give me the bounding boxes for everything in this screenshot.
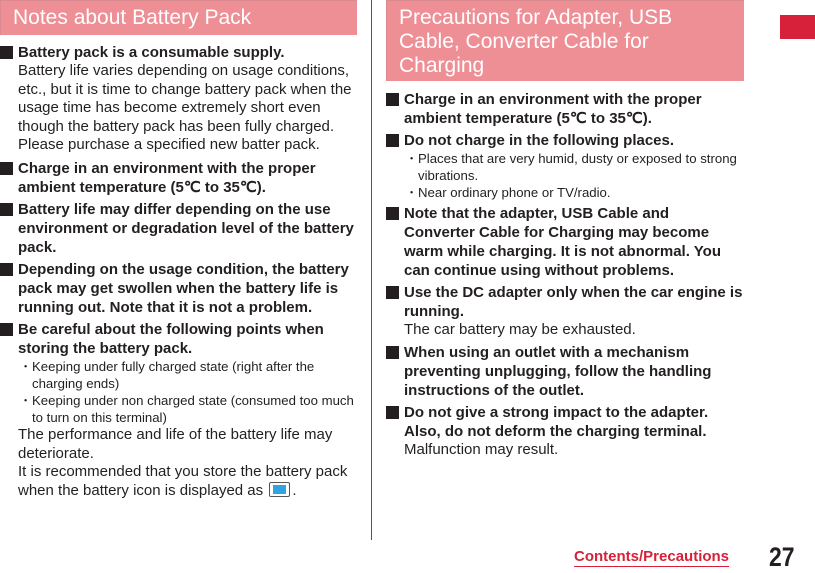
battery-full-icon — [269, 482, 290, 497]
column-divider — [371, 0, 372, 540]
square-bullet-icon — [386, 93, 399, 106]
square-bullet-icon — [386, 134, 399, 147]
item-heading: Use the DC adapter only when the car engine is running. — [404, 284, 743, 320]
section-title-adapter: Precautions for Adapter, USB Cable, Converter Cable for Charging — [386, 0, 744, 81]
item-heading: When using an outlet with a mechanism preventing unplugging, follow the handling instructions of the outlet. — [404, 343, 712, 399]
list-item — [0, 320, 357, 500]
chapter-tab-marker — [780, 15, 815, 39]
item-heading: Be careful about the following points when storing the battery pack. — [18, 320, 324, 357]
bullet-item: ・ Places that are very humid, dusty or exposed to strong vibrations. — [405, 151, 737, 183]
right-column — [386, 0, 744, 462]
bullet-list — [18, 358, 357, 426]
page-number: 27 — [769, 542, 795, 572]
list-item — [0, 159, 357, 197]
bullet-item: ・ Keeping under non charged state (consumed too much to turn on this terminal) — [19, 392, 354, 425]
list-item — [386, 403, 744, 460]
square-bullet-icon — [0, 162, 13, 175]
item-heading: Do not give a strong impact to the adapter. Also, do not deform the charging terminal. — [404, 403, 709, 440]
list-item — [386, 131, 744, 201]
list-item — [0, 43, 357, 155]
item-text: Battery life varies depending on usage conditions, etc., but it is time to change battery pack when the usage time has become extremely short even though the battery pack has been fully charged. Please purchase a specified new batter pack. — [18, 62, 352, 154]
item-text: The performance and life of the battery life may deteriorate. — [18, 425, 333, 462]
square-bullet-icon — [386, 346, 399, 359]
square-bullet-icon — [0, 203, 13, 216]
square-bullet-icon — [0, 263, 13, 276]
item-heading: Battery life may differ depending on the use environment or degradation level of the battery pack. — [18, 200, 354, 256]
square-bullet-icon — [0, 323, 13, 336]
square-bullet-icon — [386, 286, 399, 299]
section-title-battery: Notes about Battery Pack — [0, 0, 357, 35]
list-item — [386, 90, 744, 128]
item-text-battery-note: It is recommended that you store the battery pack when the battery icon is displayed as . — [18, 463, 348, 499]
item-heading: Charge in an environment with the proper ambient temperature (5℃ to 35℃). — [404, 91, 702, 127]
bullet-list — [404, 150, 744, 201]
item-heading: Note that the adapter, USB Cable and Converter Cable for Charging may become warm while charging. It is not abnormal. You can continue using without problems. — [404, 205, 721, 279]
list-item — [0, 200, 357, 257]
square-bullet-icon — [0, 46, 13, 59]
bullet-item: ・ Keeping under fully charged state (right after the charging ends) — [19, 358, 315, 391]
item-heading: Charge in an environment with the proper ambient temperature (5℃ to 35℃). — [18, 159, 316, 196]
item-text: Malfunction may result. — [404, 440, 559, 458]
contents-precautions-link[interactable]: Contents/Precautions — [574, 548, 730, 565]
item-heading: Do not charge in the following places. — [404, 132, 675, 149]
list-item — [386, 283, 744, 340]
square-bullet-icon — [386, 207, 399, 220]
square-bullet-icon — [386, 406, 399, 419]
item-heading: Battery pack is a consumable supply. — [18, 44, 285, 61]
list-item — [386, 204, 744, 280]
left-column — [0, 0, 357, 503]
item-text: The car battery may be exhausted. — [404, 321, 636, 338]
list-item — [0, 260, 357, 317]
bullet-item: ・ Near ordinary phone or TV/radio. — [405, 185, 611, 200]
item-heading: Depending on the usage condition, the battery pack may get swollen when the battery life is running out. Note that it is not a problem. — [18, 260, 349, 316]
list-item — [386, 343, 744, 400]
